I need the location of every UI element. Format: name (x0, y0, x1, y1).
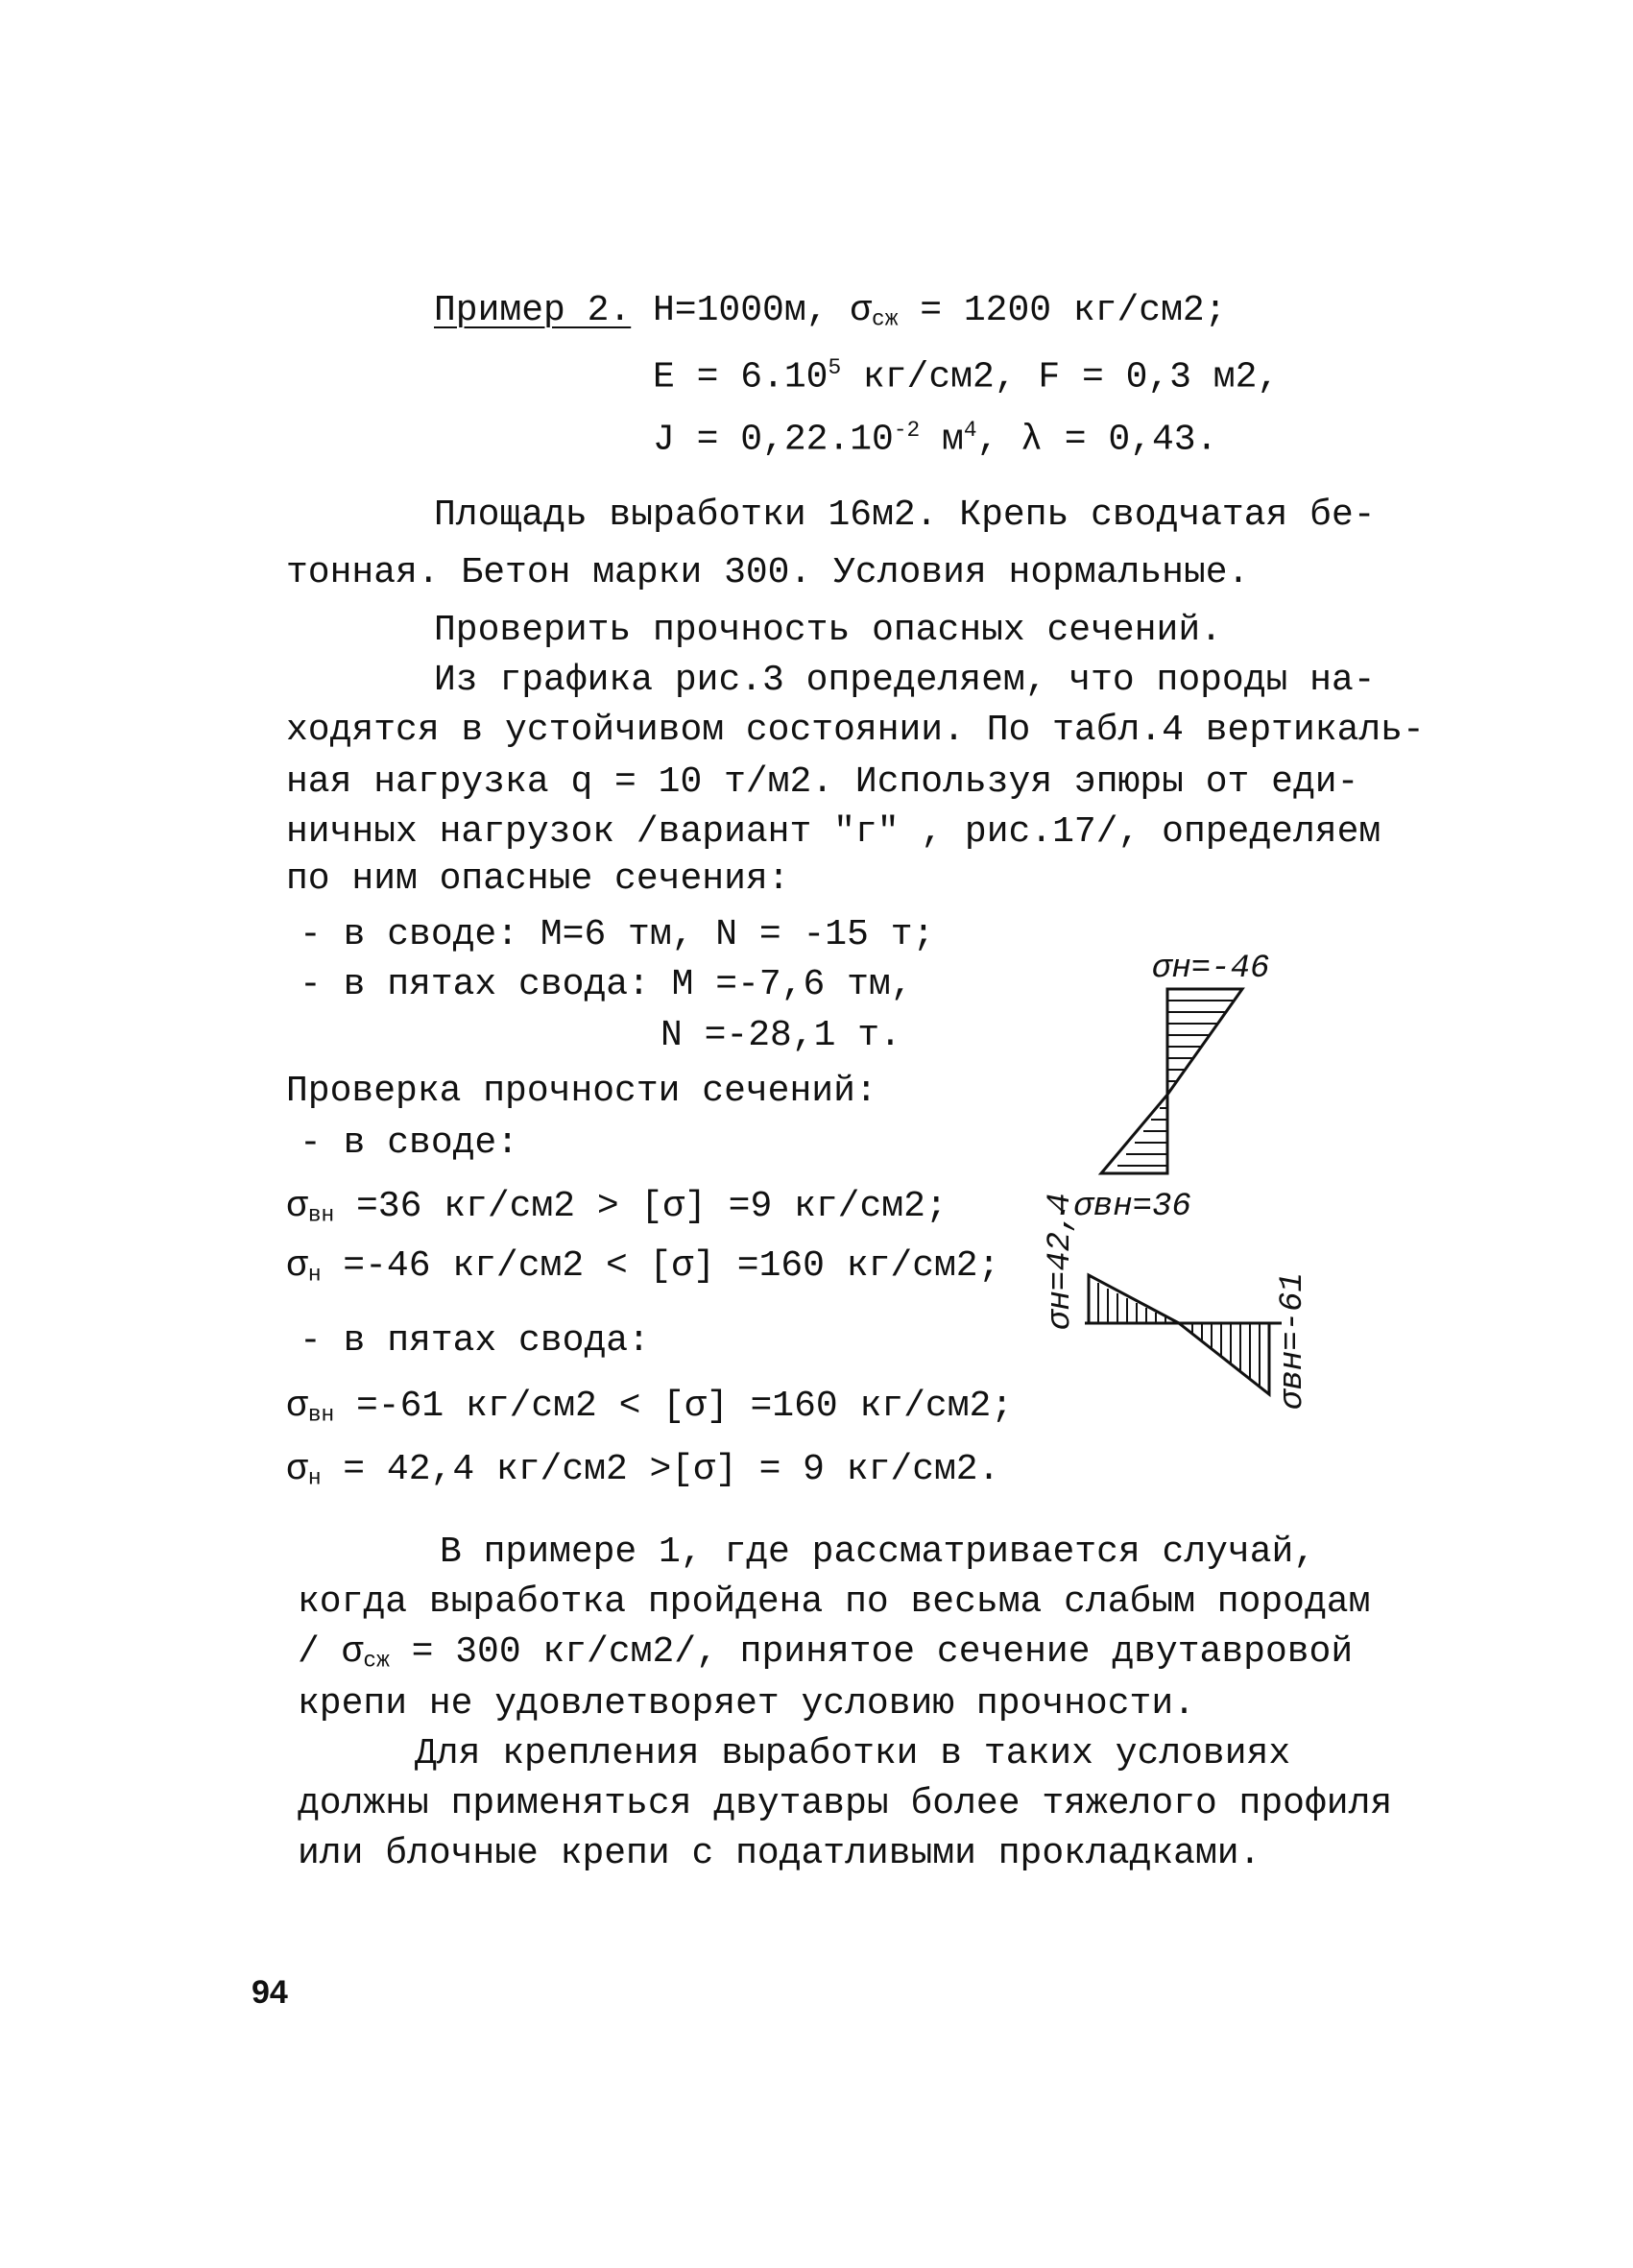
heel-stress-diagram (1085, 1258, 1291, 1402)
page-number: 94 (252, 1974, 288, 2011)
conclusion-line: когда выработка пройдена по весьма слабым породам (298, 1581, 1371, 1623)
conclusion-line: В примере 1, где рассматривается случай, (440, 1532, 1316, 1573)
paragraph-line: тонная. Бетон марки 300. Условия нормальные. (286, 552, 1250, 593)
heel-diagram-left-zone (1089, 1275, 1179, 1323)
example-line-3: $J = 0,22.10^{-2}$ $м^4$, λ = 0,43. (653, 418, 1218, 461)
heel-diagram-left-label: σн=42,4 (1043, 1193, 1079, 1330)
heel-diagram-right-zone (1179, 1323, 1269, 1394)
paragraph-line: ничных нагрузок /вариант "г" , рис.17/, определяем (286, 811, 1381, 853)
conclusion-line: Для крепления выработки в таких условиях (415, 1733, 1291, 1774)
load-vault: - в своде: М=6 тм, N = -15 т; (300, 914, 935, 955)
vault-diagram-bottom-label: .σвн=36 (1054, 1189, 1191, 1225)
compressive-strength: = 1200 кг/см2; (898, 290, 1227, 331)
check-heel-sigma-vn: $\sigma_{вн} =-61$ кг/см2 < [σ] =160 кг/см2; (286, 1386, 1014, 1428)
check-heel-label: - в пятах свода: (300, 1320, 650, 1362)
example-label: Пример 2. (434, 290, 632, 331)
check-vault-label: - в своде: (300, 1122, 519, 1164)
load-heel-moment: - в пятах свода: М =-7,6 тм, (300, 964, 913, 1005)
paragraph-line: ная нагрузка q = 10 т/м2. Используя эпюры от еди- (286, 761, 1359, 803)
depth-value: H=1000м, (653, 290, 829, 331)
heel-diagram-right-label: σвн=-61 (1275, 1272, 1311, 1410)
check-heel-sigma-n: $\sigma_н = 42,4$ кг/см2 >[σ] = 9 кг/см2. (286, 1449, 1000, 1491)
check-vault-sigma-vn: $\sigma_{вн} =36$ кг/см2 > [σ] =9 кг/см2; (286, 1186, 948, 1228)
vault-stress-diagram (1085, 989, 1258, 1181)
paragraph-line: по ним опасные сечения: (286, 858, 790, 900)
sigma-sub: сж (872, 306, 899, 332)
check-vault-sigma-n: $\sigma_н =-46$ кг/см2 < [σ] =160 кг/см2; (286, 1245, 1000, 1288)
conclusion-line: или блочные крепи с податливыми прокладками. (298, 1833, 1261, 1874)
check-title: Проверка прочности сечений: (286, 1071, 877, 1112)
paragraph-line: Из графика рис.3 определяем, что породы на- (434, 660, 1376, 701)
conclusion-line: / $\sigma_{сж} = 300$ кг/см2/, принятое сечение двутавровой (298, 1631, 1354, 1674)
conclusion-line: крепи не удовлетворяет условию прочности. (298, 1683, 1195, 1725)
heel-diagram-hatching (1098, 1283, 1260, 1387)
example-line-1: H=1000м, $\sigma_{сж} = 1200$ кг/см2; (653, 290, 1227, 332)
paragraph-line: ходятся в устойчивом состоянии. По табл.4 вертикаль- (286, 710, 1425, 751)
vault-diagram-compression-zone (1167, 989, 1242, 1095)
load-heel-normal: N =-28,1 т. (660, 1015, 901, 1056)
paragraph-line: Проверить прочность опасных сечений. (434, 610, 1222, 651)
paragraph-line: Площадь выработки 16м2. Крепь сводчатая бе- (434, 495, 1376, 536)
conclusion-line: должны применяться двутавры более тяжелого профиля (298, 1783, 1393, 1824)
example-line-2: $E = 6.10^5$ кг/см2, F = 0,3 м2, (653, 355, 1280, 398)
vault-diagram-tension-zone (1101, 1095, 1167, 1173)
vault-diagram-top-label: σн=-46 (1152, 951, 1270, 987)
